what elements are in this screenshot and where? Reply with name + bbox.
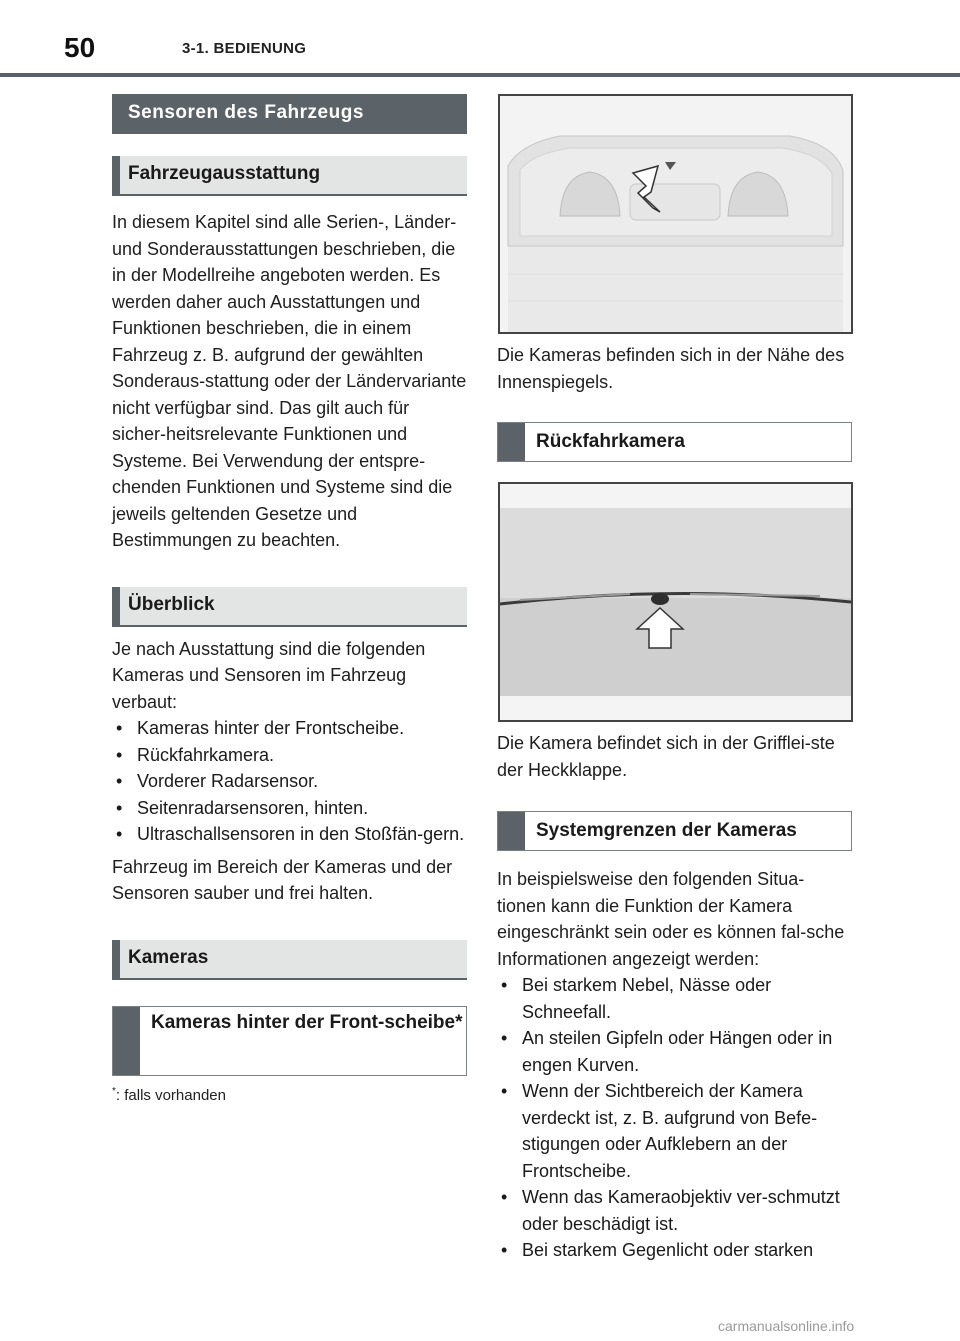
paragraph-sauber: Fahrzeug im Bereich der Kameras und der Sensoren sauber und frei halten. — [112, 856, 453, 903]
footnote — [112, 1086, 467, 1104]
list-item: • Rückfahrkamera. — [112, 742, 467, 769]
rear-camera-illustration — [500, 484, 851, 720]
subheading-kameras: Kameras — [112, 940, 467, 980]
subheading-ueberblick: Überblick — [112, 587, 467, 627]
subheading-systemgrenzen: Systemgrenzen der Kameras — [497, 811, 852, 851]
footnote-text: : falls vorhanden — [115, 1086, 226, 1104]
header-divider — [0, 73, 960, 77]
footnote-mark: * — [112, 1085, 116, 1097]
subheading-rueckfahrkamera: Rückfahrkamera — [497, 422, 852, 462]
subheading-kameras-frontscheibe: Kameras hinter der Front-scheibe* — [112, 1006, 467, 1076]
list-item: • Bei starkem Nebel, Nässe oder Schneefall. — [497, 972, 852, 1025]
sensor-list — [112, 715, 467, 848]
list-item: • Bei starkem Gegenlicht oder starken — [497, 1237, 852, 1264]
page-header — [0, 0, 960, 80]
figure-frontscheibe-kameras — [498, 94, 853, 334]
list-item: • Vorderer Radarsensor. — [112, 768, 467, 795]
list-item: • An steilen Gipfeln oder Hängen oder in engen Kurven. — [497, 1025, 852, 1078]
list-item: • Wenn das Kameraobjektiv ver-schmutzt oder beschädigt ist. — [497, 1184, 852, 1237]
caption-frontscheibe: Die Kameras befinden sich in der Nähe des Innenspiegels. — [497, 345, 845, 392]
limitation-list — [497, 972, 852, 1264]
section-title: Sensoren des Fahrzeugs — [112, 94, 467, 134]
list-item: • Seitenradarsensoren, hinten. — [112, 795, 467, 822]
windshield-cameras-illustration — [500, 96, 851, 332]
paragraph-ausstattung: In diesem Kapitel sind alle Serien-, Länder- und Sonderausstattungen beschrieben, die in der Modellreihe angeboten werden. Es werden daher auch Ausstattungen und Funktionen beschrieben, die in einem Fahrzeug z. B. aufgrund der gewählten Sonderaus-stattung oder der Ländervariante nicht verfügbar sind. Das gilt auch für sicher-heitsrelevante Funktionen und Systeme. Bei Verwendung der entspre-chenden Funktionen und Systeme sind die jeweils geltenden Gesetze und Bestimmungen zu beachten. — [112, 212, 467, 550]
subheading-fahrzeugausstattung: Fahrzeugausstattung — [112, 156, 467, 196]
list-item: • Kameras hinter der Frontscheibe. — [112, 715, 467, 742]
caption-rueckfahrkamera: Die Kamera befindet sich in der Grifflei-ste der Heckklappe. — [497, 733, 835, 780]
paragraph-ueberblick: Je nach Ausstattung sind die folgenden Kameras und Sensoren im Fahrzeug verbaut: — [112, 638, 426, 712]
left-column — [112, 94, 467, 1104]
figure-rueckfahrkamera — [498, 482, 853, 722]
list-item: • Ultraschallsensoren in den Stoßfän-gern. — [112, 821, 467, 848]
page-number: 50 — [64, 32, 96, 63]
right-column — [497, 94, 852, 1264]
watermark: carmanualsonline.info — [718, 1318, 855, 1334]
paragraph-systemgrenzen: In beispielsweise den folgenden Situa-tionen kann die Funktion der Kamera eingeschränkt sein oder es können fal-sche Informationen angezeigt werden: — [497, 869, 845, 969]
chapter-title: 3-1. BEDIENUNG — [182, 40, 307, 57]
list-item: • Wenn der Sichtbereich der Kamera verdeckt ist, z. B. aufgrund von Befe-stigungen oder Aufklebern an der Frontscheibe. — [497, 1078, 852, 1184]
